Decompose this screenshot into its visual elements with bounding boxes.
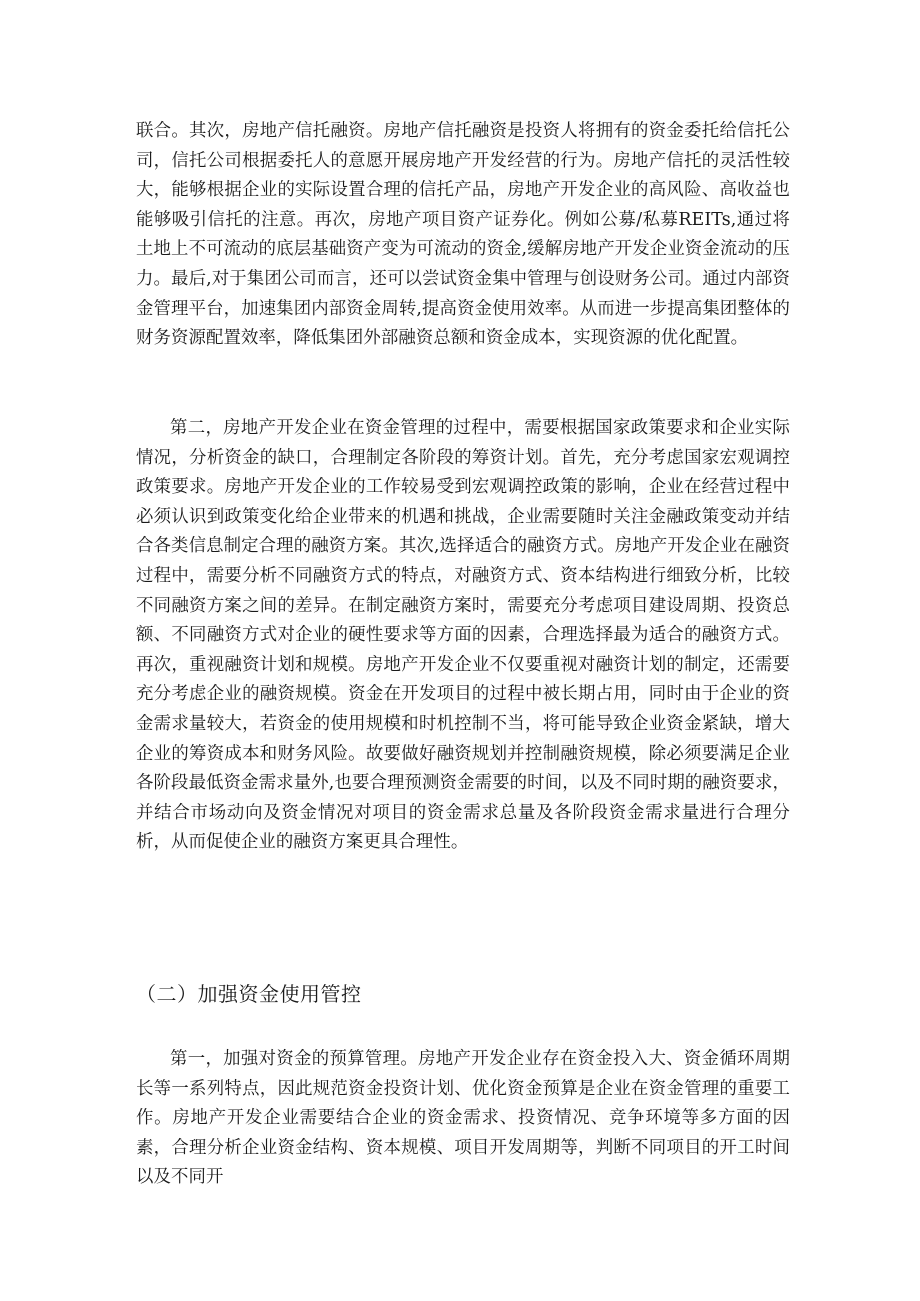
paragraph-financing-channels: 联合。其次，房地产信托融资。房地产信托融资是投资人将拥有的资金委托给信托公司，信托公司根据委托人的意愿开展房地产开发经营的行为。房地产信托的灵活性较大，能够根据企业的实际设置合理的信托产品，房地产开发企业的高风险、高收益也能够吸引信托的注意。再次，房地产项目资产证券化。例如公募/私募REITs,通过将土地上不可流动的底层基础资产变为可流动的资金,缓解房地产开发企业资金流动的压力。最后,对于集团公司而言，还可以尝试资金集中管理与创设财务公司。通过内部资金管理平台，加速集团内部资金周转,提高资金使用效率。从而进一步提高集团整体的财务资源配置效率，降低集团外部融资总额和资金成本，实现资源的优化配置。 (136, 121, 790, 349)
paragraph-budget-management: 第一，加强对资金的预算管理。房地产开发企业存在资金投入大、资金循环周期长等一系列特点，因此规范资金投资计划、优化资金预算是企业在资金管理的重要工作。房地产开发企业需要结合企业的资金需求、投资情况、竞争环境等多方面的因素，合理分析企业资金结构、资本规模、项目开发周期等，判断不同项目的开工时间以及不同开 (136, 1049, 790, 1188)
paragraph-financing-plan: 第二，房地产开发企业在资金管理的过程中，需要根据国家政策要求和企业实际情况，分析资金的缺口，合理制定各阶段的筹资计划。首先，充分考虑国家宏观调控政策要求。房地产开发企业的工作较易受到宏观调控政策的影响，企业在经营过程中必须认识到政策变化给企业带来的机遇和挑战，企业需要随时关注金融政策变动并结合各类信息制定合理的融资方案。其次,选择适合的融资方式。房地产开发企业在融资过程中，需要分析不同融资方式的特点，对融资方式、资本结构进行细致分析，比较不同融资方案之间的差异。在制定融资方案时，需要充分考虑项目建设周期、投资总额、不同融资方式对企业的硬性要求等方面的因素，合理选择最为适合的融资方式。再次，重视融资计划和规模。房地产开发企业不仅要重视对融资计划的制定，还需要充分考虑企业的融资规模。资金在开发项目的过程中被长期占用，同时由于企业的资金需求量较大，若资金的使用规模和时机控制不当，将可能导致企业资金紧缺，增大企业的筹资成本和财务风险。故要做好融资规划并控制融资规模，除必须要满足企业各阶段最低资金需求量外,也要合理预测资金需要的时间，以及不同时期的融资要求，并结合市场动向及资金情况对项目的资金需求总量及各阶段资金需求量进行合理分析，从而促使企业的融资方案更具合理性。 (136, 418, 790, 853)
section-heading: （二）加强资金使用管控 (136, 982, 362, 1006)
